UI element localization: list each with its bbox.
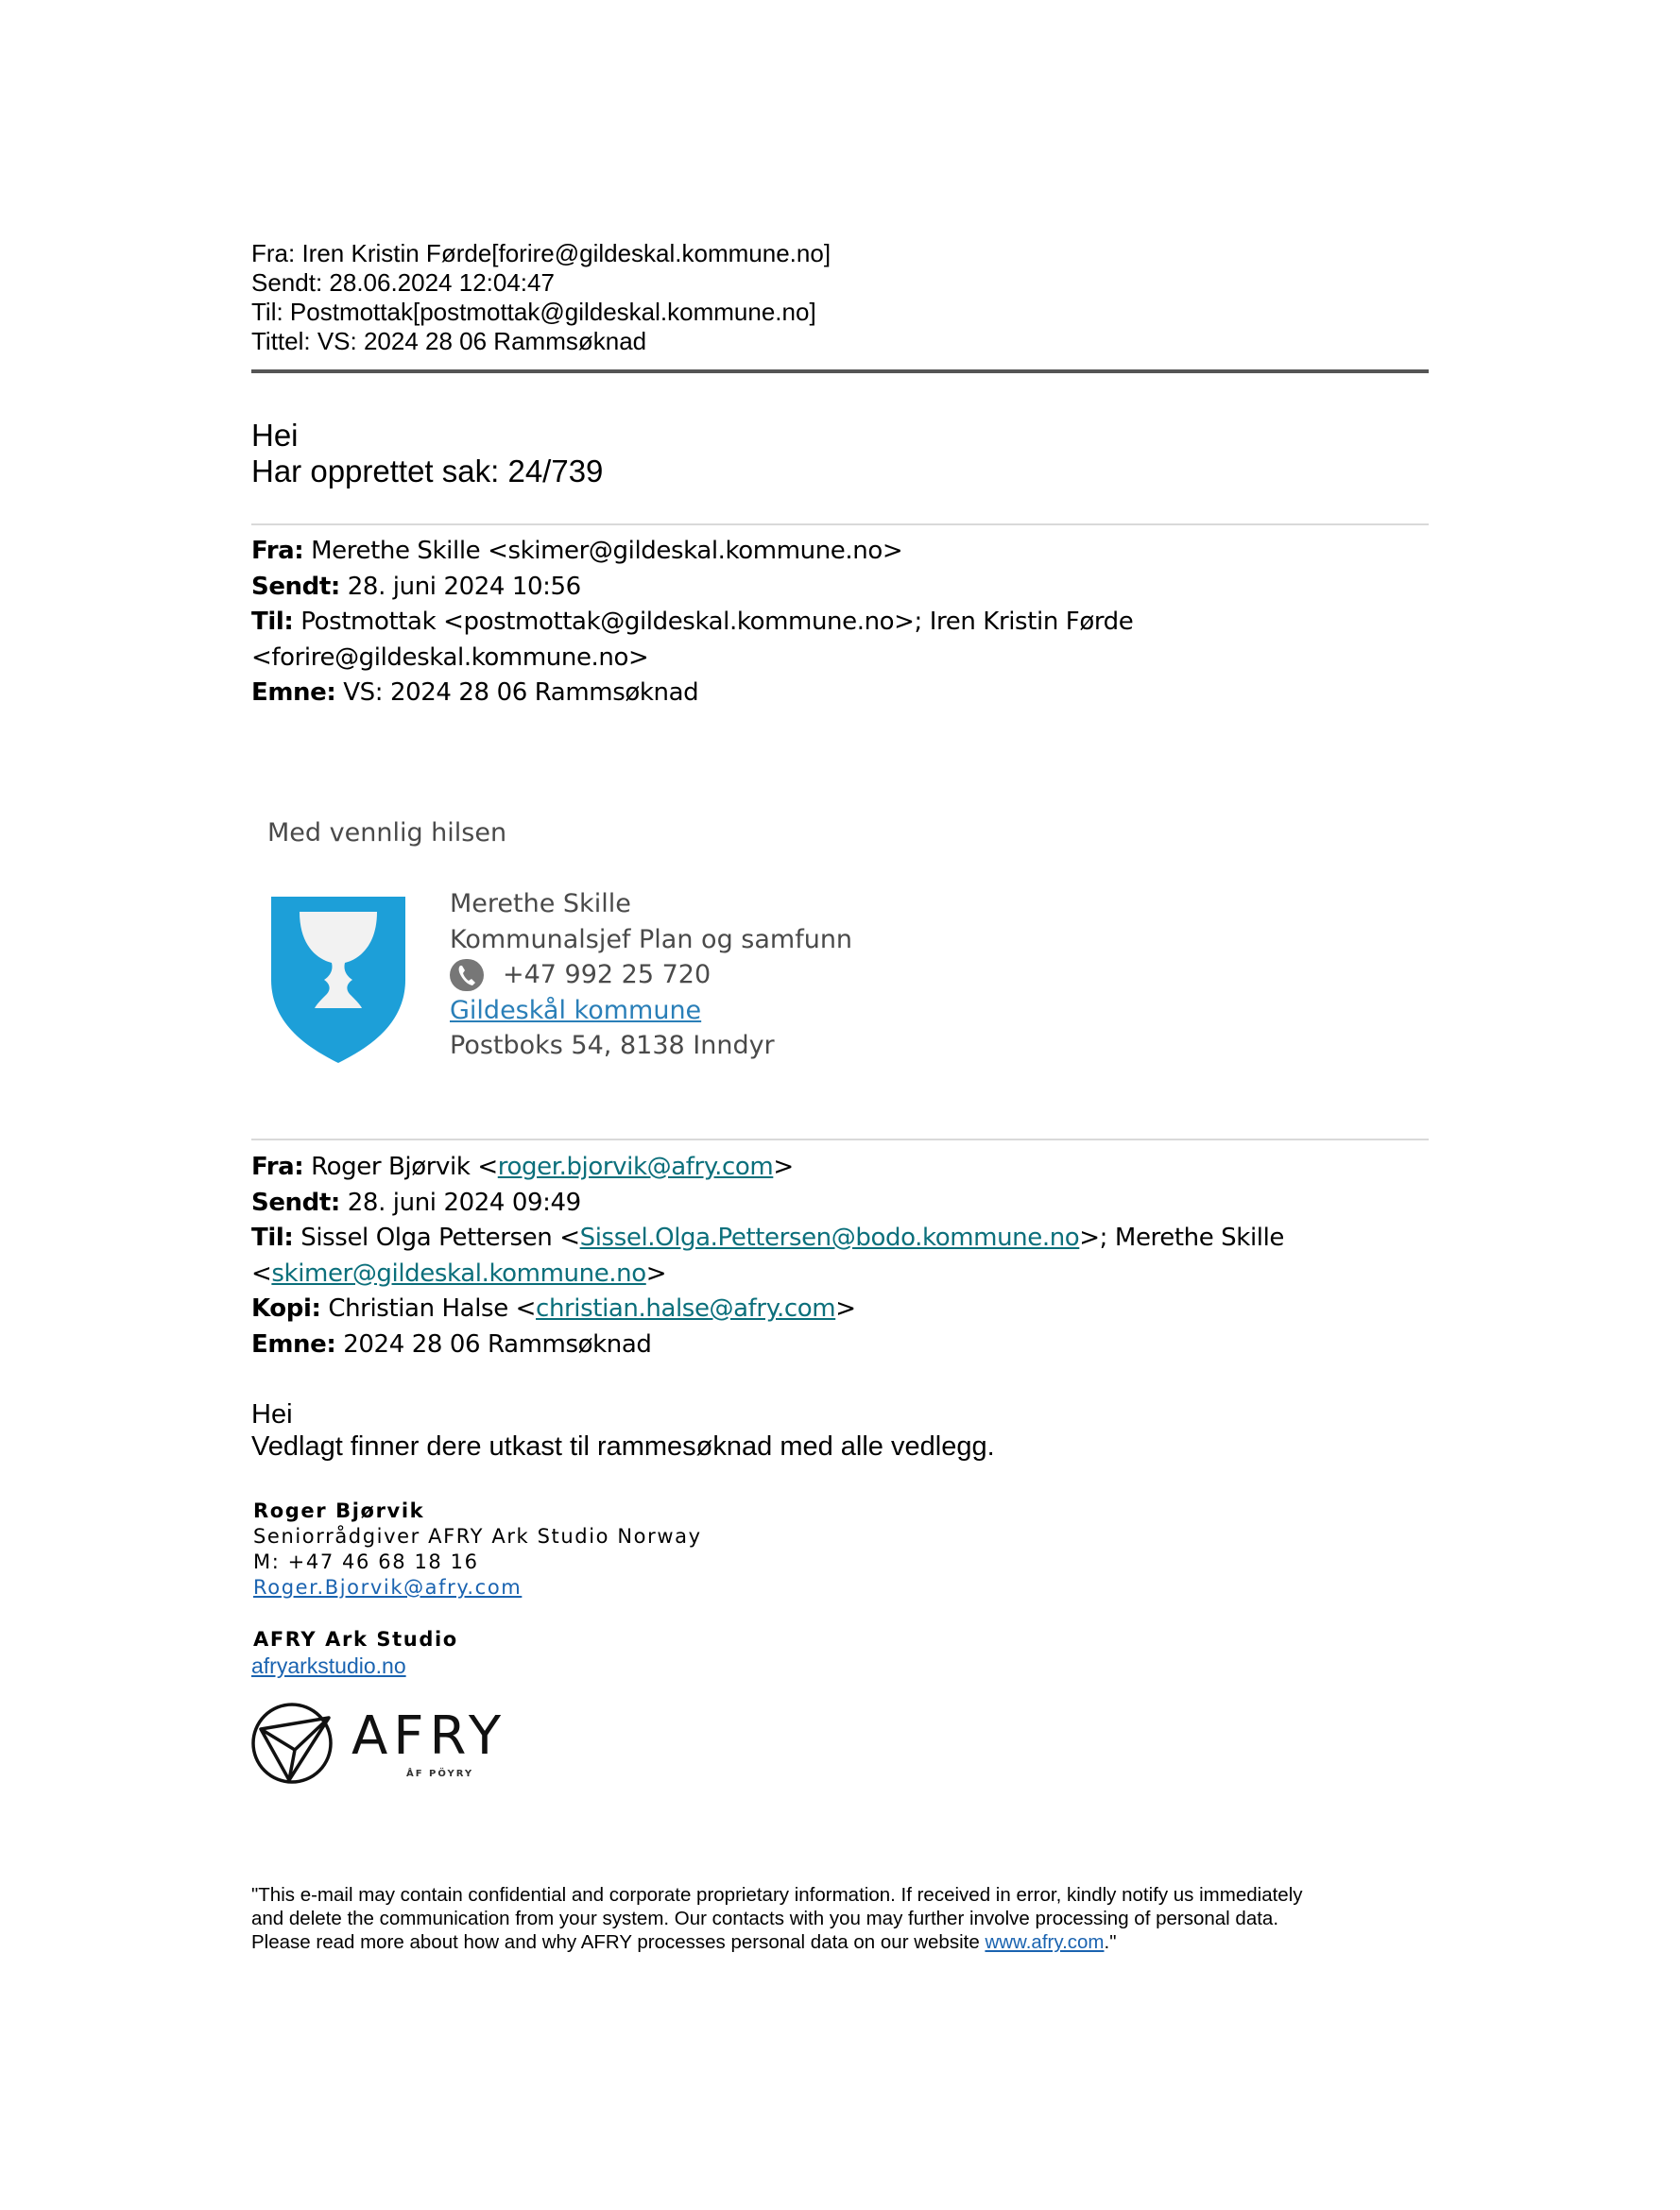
- disclaimer-line-2: and delete the communication from your system. Our contacts with you may further involve processing of personal data.: [251, 1908, 1279, 1929]
- printout-header: [251, 239, 831, 356]
- signature2-name: Roger Bjørvik: [253, 1499, 425, 1522]
- forward1-to-cont: <forire@gildeskal.kommune.no>: [251, 642, 649, 672]
- header-title: Tittel: VS: 2024 28 06 Rammsøknad: [251, 327, 647, 355]
- forward2-cc-email-link[interactable]: christian.halse@afry.com: [536, 1294, 836, 1323]
- forward2-header: [251, 1150, 1284, 1362]
- signature2-website-row: [251, 1653, 406, 1679]
- signature2-website-link[interactable]: afryarkstudio.no: [251, 1653, 406, 1678]
- header-divider: [251, 369, 1429, 373]
- forward1-sent: Sendt: 28. juni 2024 10:56: [251, 572, 581, 601]
- forward1-to: Til: Postmottak <postmottak@gildeskal.kommune.no>; Iren Kristin Førde: [251, 608, 1134, 636]
- disclaimer-line-1: "This e-mail may contain confidential and corporate proprietary information. If received in error, kindly notify us immediately: [251, 1884, 1303, 1906]
- signature2-title: Seniorrådgiver AFRY Ark Studio Norway: [253, 1525, 702, 1548]
- forward2-message: Vedlagt finner dere utkast til rammesøknad med alle vedlegg.: [251, 1431, 995, 1462]
- header-to: Til: Postmottak[postmottak@gildeskal.kommune.no]: [251, 298, 816, 326]
- forward2-to: Til: Sissel Olga Pettersen <Sissel.Olga.Pettersen@bodo.kommune.no>; Merethe Skille: [251, 1224, 1285, 1252]
- forward2-to-cont: <skimer@gildeskal.kommune.no>: [251, 1259, 667, 1288]
- signature2-block: [253, 1499, 702, 1601]
- forward2-cc: Kopi: Christian Halse <christian.halse@afry.com>: [251, 1294, 856, 1323]
- afry-logo-subtext: ÅF PÖYRY: [406, 1769, 474, 1779]
- forward2-to-email-link[interactable]: Sissel.Olga.Pettersen@bodo.kommune.no: [579, 1224, 1080, 1252]
- forward2-divider: [251, 1139, 1429, 1140]
- email-disclaimer: [251, 1883, 1303, 1954]
- afry-logo: [249, 1701, 552, 1786]
- signature1-role: Kommunalsjef Plan og samfunn: [450, 924, 853, 954]
- forward2-to-cont-email-link[interactable]: skimer@gildeskal.kommune.no: [271, 1259, 646, 1288]
- afry-logo-wordmark: AFRY: [351, 1705, 507, 1767]
- forward1-header: [251, 534, 1133, 711]
- afry-logo-mark-icon: [249, 1701, 334, 1786]
- forward2-subject: Emne: 2024 28 06 Rammsøknad: [251, 1329, 652, 1359]
- header-from: Fra: Iren Kristin Førde[forire@gildeskal.kommune.no]: [251, 239, 831, 267]
- forward2-sent: Sendt: 28. juni 2024 09:49: [251, 1188, 581, 1217]
- forward1-subject: Emne: VS: 2024 28 06 Rammsøknad: [251, 678, 699, 707]
- intro-case-line: Har opprettet sak: 24/739: [251, 454, 604, 488]
- municipal-shield-logo: [267, 893, 409, 1066]
- signature1-closing: Med vennlig hilsen: [267, 818, 507, 848]
- signature1-address: Postboks 54, 8138 Inndyr: [450, 1031, 775, 1060]
- disclaimer-website-link[interactable]: www.afry.com: [985, 1931, 1105, 1953]
- disclaimer-line-3: Please read more about how and why AFRY processes personal data on our website www.afry.com.": [251, 1931, 1117, 1953]
- signature1-phone: +47 992 25 720: [503, 960, 711, 989]
- forward2-greeting: Hei: [251, 1399, 293, 1430]
- header-sent: Sendt: 28.06.2024 12:04:47: [251, 268, 555, 297]
- phone-icon: [450, 959, 484, 991]
- forward1-divider: [251, 523, 1429, 525]
- intro-message: [251, 418, 603, 489]
- signature1-block: [450, 886, 852, 1064]
- signature1-name: Merethe Skille: [450, 889, 631, 918]
- forward2-body: [251, 1398, 995, 1463]
- signature2-mobile: M: +47 46 68 18 16: [253, 1550, 479, 1573]
- signature1-org-link[interactable]: Gildeskål kommune: [450, 995, 702, 1025]
- intro-greeting: Hei: [251, 418, 299, 453]
- forward1-from: Fra: Merethe Skille <skimer@gildeskal.kommune.no>: [251, 537, 903, 565]
- forward2-from: Fra: Roger Bjørvik <roger.bjorvik@afry.com>: [251, 1153, 794, 1181]
- signature2-email-link[interactable]: Roger.Bjorvik@afry.com: [253, 1576, 523, 1599]
- forward2-from-email-link[interactable]: roger.bjorvik@afry.com: [497, 1153, 774, 1181]
- signature2-company: AFRY Ark Studio: [253, 1628, 458, 1651]
- signature1-phone-row: [450, 957, 852, 993]
